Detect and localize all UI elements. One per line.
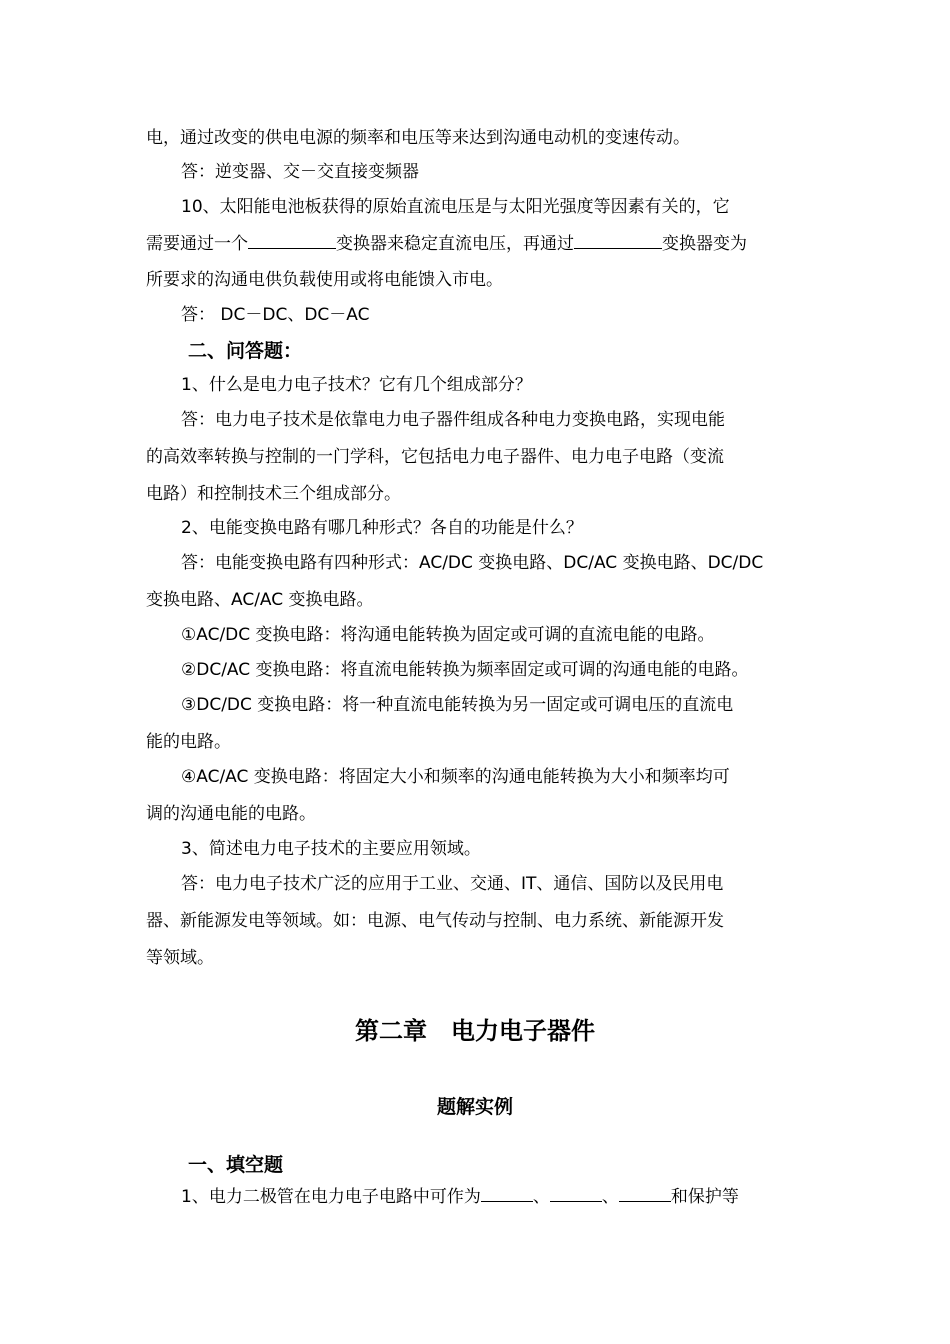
- answer-line: ④AC/AC 变换电路：将固定大小和频率的沟通电能转换为大小和频率均可: [181, 767, 730, 787]
- fill-in-blank: [574, 234, 662, 249]
- answer-line: 答：逆变器、交－交直接变频器: [181, 162, 419, 182]
- answer-line: 电路）和控制技术三个组成部分。: [146, 484, 401, 504]
- fill-in-blank: [248, 234, 336, 249]
- answer-line: ②DC/AC 变换电路：将直流电能转换为频率固定或可调的沟通电能的电路。: [181, 660, 749, 680]
- answer-line: 器、新能源发电等领域。如：电源、电气传动与控制、电力系统、新能源开发: [146, 911, 724, 931]
- text-fragment: 和保护等: [670, 1187, 739, 1207]
- section-heading: 二、问答题：: [188, 340, 303, 362]
- text-fragment: 需要通过一个: [146, 234, 248, 254]
- text-fragment: 、: [532, 1187, 550, 1207]
- text-fragment: 变换器来稳定直流电压，再通过: [336, 234, 574, 254]
- answer-line: 答： DC－DC、DC－AC: [181, 305, 370, 325]
- question-line-with-blanks: [146, 232, 810, 256]
- answer-line: 变换电路、AC/AC 变换电路。: [146, 590, 374, 610]
- answer-line: 答：电能变换电路有四种形式：AC/DC 变换电路、DC/AC 变换电路、DC/DC: [181, 553, 764, 573]
- question-line: 10、太阳能电池板获得的原始直流电压是与太阳光强度等因素有关的，它: [181, 197, 730, 217]
- fill-in-blank: [481, 1187, 533, 1202]
- text-fragment: 、: [601, 1187, 619, 1207]
- paragraph-line: 电，通过改变的供电电源的频率和电压等来达到沟通电动机的变速传动。: [146, 128, 690, 148]
- question-line: 1、什么是电力电子技术？它有几个组成部分？: [181, 375, 532, 395]
- answer-line: 等领域。: [146, 948, 214, 968]
- question-line: 2、电能变换电路有哪几种形式？各自的功能是什么？: [181, 518, 583, 538]
- answer-line: 答：电力电子技术广泛的应用于工业、交通、IT、通信、国防以及民用电: [181, 874, 724, 894]
- answer-line: 的高效率转换与控制的一门学科，它包括电力电子器件、电力电子电路（变流: [146, 447, 724, 467]
- text-fragment: 1、电力二极管在电力电子电路中可作为: [181, 1187, 481, 1207]
- question-line-with-blanks: [181, 1185, 845, 1209]
- answer-line: 能的电路。: [146, 732, 231, 752]
- chapter-title: 第二章 电力电子器件: [355, 1017, 595, 1045]
- answer-line: ①AC/DC 变换电路：将沟通电能转换为固定或可调的直流电能的电路。: [181, 625, 715, 645]
- section-subtitle: 题解实例: [436, 1096, 513, 1118]
- section-heading: 一、填空题: [188, 1154, 284, 1176]
- question-line: 3、简述电力电子技术的主要应用领域。: [181, 839, 481, 859]
- answer-line: ③DC/DC 变换电路：将一种直流电能转换为另一固定或可调电压的直流电: [181, 695, 734, 715]
- fill-in-blank: [619, 1187, 671, 1202]
- answer-line: 答：电力电子技术是依靠电力电子器件组成各种电力变换电路，实现电能: [181, 410, 725, 430]
- fill-in-blank: [550, 1187, 602, 1202]
- answer-line: 调的沟通电能的电路。: [146, 804, 316, 824]
- text-fragment: 变换器变为: [662, 234, 747, 254]
- paragraph-line: 所要求的沟通电供负载使用或将电能馈入市电。: [146, 270, 503, 290]
